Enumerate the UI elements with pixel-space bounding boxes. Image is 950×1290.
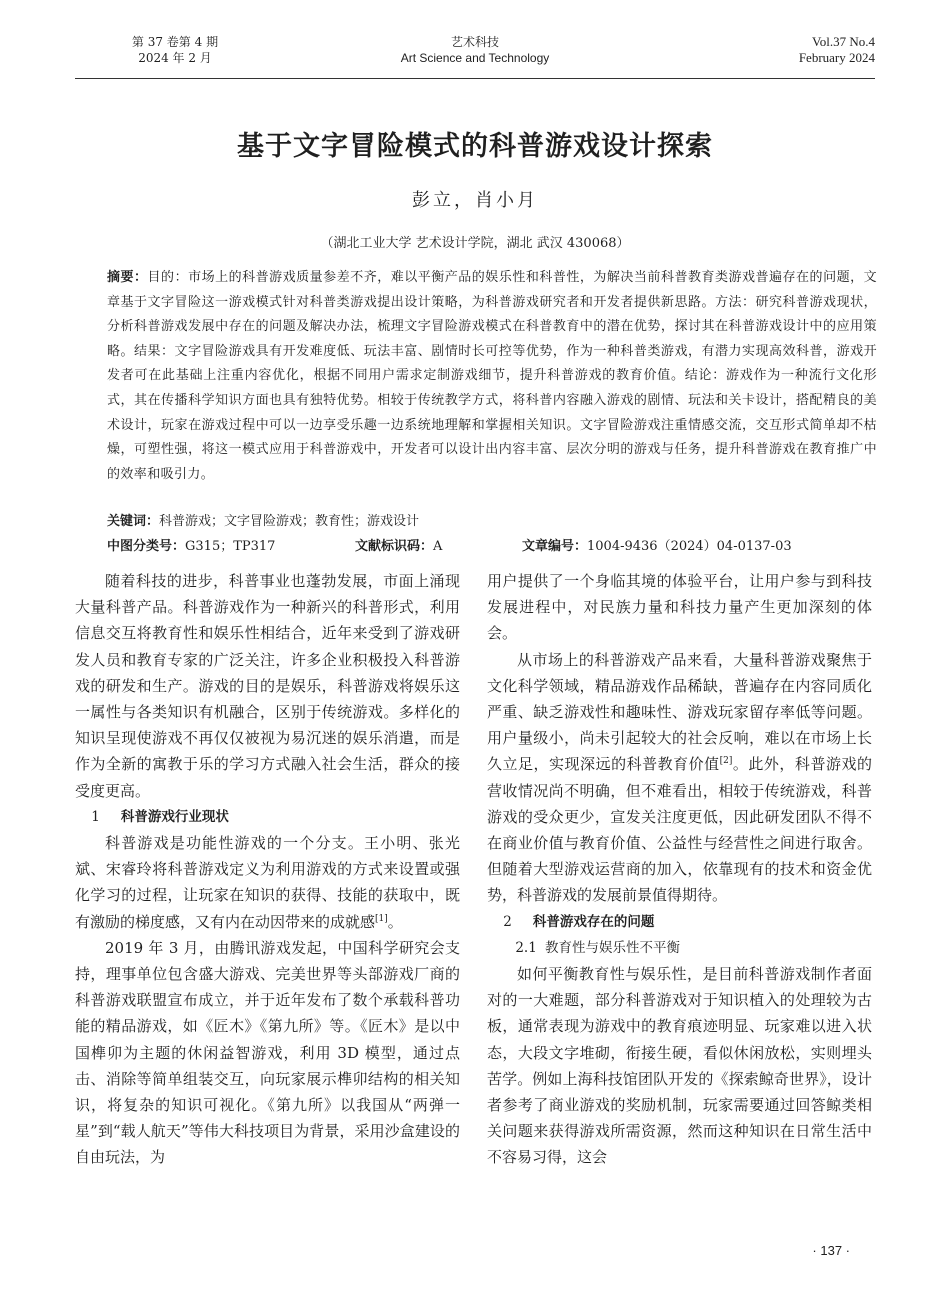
clc-label: 中图分类号： [107,539,186,554]
article-label: 文章编号： [522,539,588,554]
section-number: 2 [503,913,512,930]
section-heading-1 [75,804,460,830]
volume-en: Vol.37 No.4 [812,34,875,49]
date-en: February 2024 [798,50,875,65]
subsection-heading-2-1 [487,935,872,961]
subsection-number: 2.1 [515,939,537,956]
clc-number [107,535,275,554]
section-title: 科普游戏行业现状 [120,808,229,825]
citation-ref: [2] [719,756,733,767]
running-header [75,34,875,78]
article-value: 1004-9436（2024）04-0137-03 [587,539,792,554]
volume-issue: 第 37 卷第 4 期 [131,35,219,49]
citation-ref: [1] [375,913,388,924]
document-code [355,535,442,554]
abstract-text: 目的：市场上的科普游戏质量参差不齐，难以平衡产品的娱乐性和科普性，为解决当前科普教育类游戏普遍存在的问题，文章基于文字冒险这一游戏模式针对科普类游戏提出设计策略，为科普游戏研究者和开发者提供新思路。方法：研究科普游戏现状，分析科普游戏发展中存在的问题及解决办法，梳理文字冒险游戏模式在科普教育中的潜在优势，探讨其在科普游戏设计中的应用策略。结果：文字冒险游戏具有开发难度低、玩法丰富、剧情时长可控等优势，作为一种科普类游戏，有潜力实现高效科普，游戏开发者可在此基础上注重内容优化，根据不同用户需求定制游戏细节，提升科普游戏的教育价值。结论：游戏作为一种流行文化形式，其在传播科学知识方面也具有独特优势。相较于传统教学方式，将科普内容融入游戏的剧情、玩法和关卡设计，搭配精良的美术设计，玩家在游戏过程中可以一边享受乐趣一边系统地理解和掌握相关知识。文字冒险游戏注重情感交流，交互形式简单却不枯燥，可塑性强，将这一模式应用于科普游戏中，开发者可以设计出内容丰富、层次分明的游戏与任务，提升科普游戏在教育推广中的效率和吸引力。 [107,270,878,482]
article-number [522,535,792,554]
doc-value: A [433,539,443,554]
abstract [107,266,877,487]
paragraph-text: 从市场上的科普游戏产品来看，大量科普游戏聚焦于文化科学领域，精品游戏作品稀缺，普遍存在内容同质化严重、缺乏游戏性和趣味性、游戏玩家留存率低等问题。用户量级小，尚未引起较大的社会反响，难以在市场上长久立足，实现深远的科普教育价值 [487,650,872,774]
paragraph: 如何平衡教育性与娱乐性，是目前科普游戏制作者面对的一大难题，部分科普游戏对于知识植入的处理较为古板，通常表现为游戏中的教育痕迹明显、玩家难以进入状态，大段文字堆砌，衔接生硬，看似休闲放松，实则埋头苦学。例如上海科技馆团队开发的《探索鲸奇世界》，设计者参考了商业游戏的奖励机制，玩家需要通过回答鲸类相关问题来获得游戏所需资源，然而这种知识在日常生活中不容易习得，这会 [487,965,872,1167]
paragraph-text: 科普游戏是功能性游戏的一个分支。王小明、张光斌、宋睿玲将科普游戏定义为利用游戏的方式来设置或强化学习的过程，让玩家在知识的获得、技能的获取中，既有激励的梯度感，又有内在动因带来的成就感 [75,834,460,931]
paragraph-text: 。 [387,912,403,931]
journal-name-cn: 艺术科技 [450,35,499,49]
keywords-text: 科普游戏；文字冒险游戏；教育性；游戏设计 [159,514,420,529]
section-number: 1 [91,808,100,825]
paragraph-text: 。此外，科普游戏的营收情况尚不明确，但不难看出，相较于传统游戏，科普游戏的受众更少，宣发关注度更低，因此研发团队不得不在商业价值与教育价值、公益性与经营性之间进行取舍。但随着大型游戏运营商的加入，依靠现有的技术和资金优势，科普游戏的发展前景值得期待。 [487,755,872,905]
paragraph: 随着科技的进步，科普事业也蓬勃发展，市面上涌现大量科普产品。科普游戏作为一种新兴的科普形式，利用信息交互将教育性和娱乐性相结合，近年来受到了游戏研发人员和教育专家的广泛关注，许多企业积极投入科普游戏的研发和生产。游戏的目的是娱乐，科普游戏将娱乐这一属性与各类知识有机融合，区别于传统游戏。多样化的知识呈现使游戏不再仅仅被视为易沉迷的娱乐消遣，而是作为全新的寓教于乐的学习方式融入社会生活，群众的接受度更高。 [75,572,460,800]
paragraph: 用户提供了一个身临其境的体验平台，让用户参与到科技发展进程中，对民族力量和科技力量产生更加深刻的体会。 [487,572,872,643]
body-column-left [75,568,460,1171]
subsection-title: 教育性与娱乐性不平衡 [545,939,681,956]
keywords-label: 关键词： [107,514,160,529]
keywords [107,510,419,529]
paper-title: 基于文字冒险模式的科普游戏设计探索 [237,131,713,162]
date-cn: 2024 年 2 月 [138,51,212,65]
affiliation: （湖北工业大学 艺术设计学院，湖北 武汉 430068） [320,236,630,251]
paragraph: 2019 年 3 月，由腾讯游戏发起，中国科学研究会支持，理事单位包含盛大游戏、完美世界等头部游戏厂商的科普游戏联盟宣布成立，并于近年发布了数个承载科普功能的精品游戏，如《匠木》《第九所》等。《匠木》是以中国榫卯为主题的休闲益智游戏，利用 3D 模型，通过点击、消除等简单组装交互，向玩家展示榫卯结构的相关知识，将复杂的知识可视化。《第九所》以我国从“两弹一星”到“载人航天”等伟大科技项目为背景，采用沙盒建设的自由玩法，为 [75,938,460,1167]
header-center [75,34,875,66]
journal-name-en: Art Science and Technology [400,51,550,65]
paragraph [487,647,872,909]
doc-label: 文献标识码： [355,539,434,554]
page-number: · 137 · [812,1243,850,1258]
paragraph [75,830,460,935]
header-right [799,34,875,66]
authors: 彭立，肖小月 [412,190,538,211]
body-column-right [487,568,872,1171]
section-title: 科普游戏存在的问题 [532,913,655,930]
header-rule [75,78,875,79]
section-heading-2 [487,909,872,935]
abstract-label: 摘要： [107,270,148,285]
clc-value: G315；TP317 [185,539,276,554]
